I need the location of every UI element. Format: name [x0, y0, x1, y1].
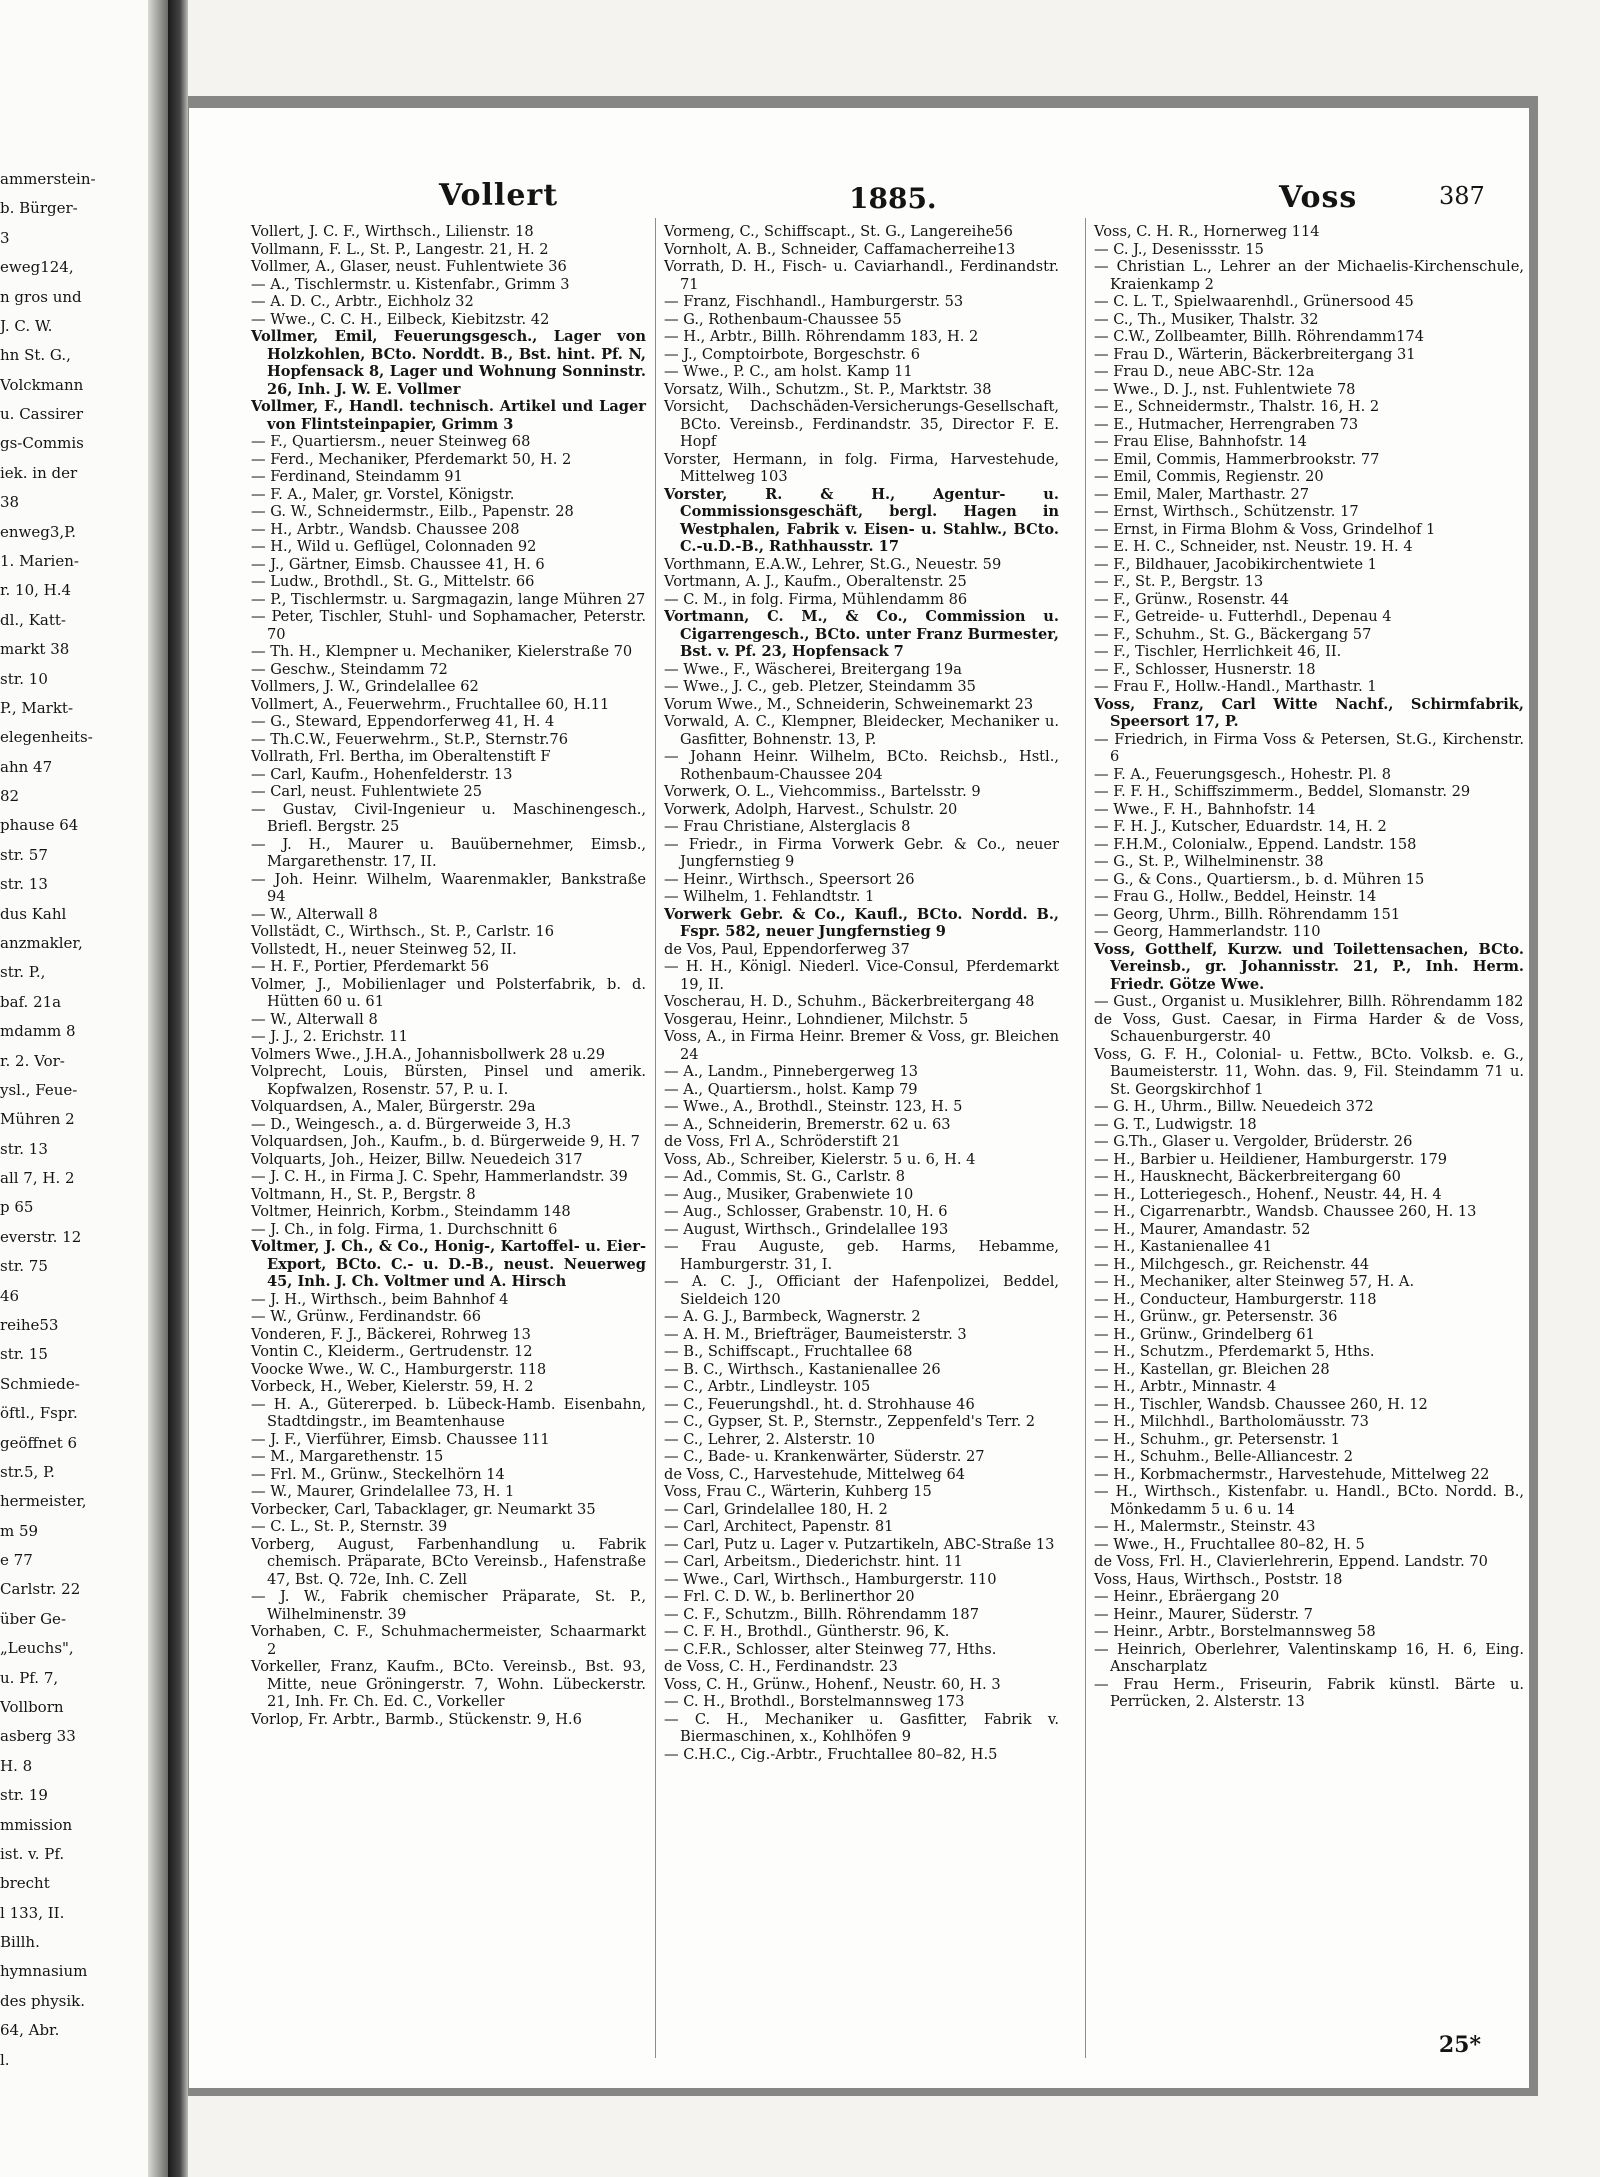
- left-fragment-line: r. 10, H.4: [0, 581, 72, 600]
- directory-entry: — G. W., Schneidermstr., Eilb., Papenstr. 28: [251, 503, 574, 520]
- directory-entry: Voltmer, J. Ch., & Co., Honig-, Kartoffel- u. Eier-Export, BCto. C.- u. D.-B., neust. Neuerweg 45, Inh. J. Ch. Voltmer und A. Hirsch: [251, 1238, 646, 1290]
- directory-entry: Vollstedt, H., neuer Steinweg 52, II.: [251, 940, 517, 958]
- directory-entry: — C. L., St. P., Sternstr. 39: [251, 1518, 448, 1535]
- directory-entry: Volmer, J., Mobilienlager und Polsterfabrik, b. d. Hütten 60 u. 61: [251, 975, 646, 1010]
- directory-entry: — H., Hausknecht, Bäckerbreitergang 60: [1094, 1168, 1401, 1185]
- directory-entry: — J. W., Fabrik chemischer Präparate, St. P., Wilhelminenstr. 39: [251, 1588, 646, 1623]
- directory-entry: — G., & Cons., Quartiersm., b. d. Mühren 15: [1094, 870, 1425, 888]
- left-fragment-line: P., Markt-: [0, 698, 74, 717]
- directory-entry: de Voss, C., Harvestehude, Mittelweg 64: [664, 1465, 966, 1483]
- directory-entry: — Gustav, Civil-Ingenieur u. Maschinengesch., Briefl. Bergstr. 25: [251, 800, 646, 835]
- directory-entry: — H., Conducteur, Hamburgerstr. 118: [1094, 1290, 1377, 1308]
- directory-entry: Vortmann, C. M., & Co., Commission u. Cigarrengesch., BCto. unter Franz Burmester, Bst. v. Pf. 23, Hopfensack 7: [664, 608, 1059, 660]
- left-page-fragment: [0, 0, 168, 2177]
- directory-entry: — Frau Christiane, Alsterglacis 8: [664, 818, 911, 835]
- left-fragment-line: str.5, P.: [0, 1462, 55, 1481]
- left-fragment-line: str. 10: [0, 669, 48, 688]
- directory-entry: — G., Steward, Eppendorferweg 41, H. 4: [251, 713, 555, 730]
- directory-entry: Vollmann, F. L., St. P., Langestr. 21, H. 2: [251, 240, 549, 258]
- directory-entry: — E., Hutmacher, Herrengraben 73: [1094, 415, 1359, 433]
- left-fragment-line: str. 19: [0, 1786, 48, 1805]
- directory-page: [188, 108, 1529, 2088]
- left-fragment-line: mdamm 8: [0, 1022, 76, 1041]
- directory-entry: — Th.C.W., Feuerwehrm., St.P., Sternstr.76: [251, 730, 568, 748]
- left-fragment-line: ammerstein-: [0, 170, 96, 188]
- directory-entry: Vorsatz, Wilh., Schutzm., St. P., Marktstr. 38: [664, 380, 992, 398]
- directory-entry: — F. A., Maler, gr. Vorstel, Königstr.: [251, 485, 515, 503]
- directory-entry: — Joh. Heinr. Wilhelm, Waarenmakler, Bankstraße 94: [251, 870, 646, 905]
- directory-entry: Vollstädt, C., Wirthsch., St. P., Carlstr. 16: [251, 923, 555, 940]
- directory-entry: Vollmer, Emil, Feuerungsgesch., Lager von Holzkohlen, BCto. Norddt. B., Bst. hint. Pf. N, Hopfensack 8, Lager und Wohnung Sonninstr. 26, Inh. J. W. E. Vollmer: [251, 328, 646, 398]
- left-fragment-line: str. P.,: [0, 963, 46, 982]
- left-fragment-line: mmission: [0, 1815, 73, 1834]
- directory-entry: Vorberg, August, Farbenhandlung u. Fabrik chemisch. Präparate, BCto Vereinsb., Hafenstraße 47, Bst. Q. 72e, Inh. C. Zell: [251, 1535, 646, 1588]
- directory-entry: — B., Schiffscapt., Fruchtallee 68: [664, 1343, 913, 1360]
- directory-entry: — Emil, Commis, Regienstr. 20: [1094, 468, 1324, 485]
- directory-entry: — J. C. H., in Firma J. C. Spehr, Hammerlandstr. 39: [251, 1168, 628, 1185]
- directory-entry: — Carl, neust. Fuhlentwiete 25: [251, 783, 483, 800]
- directory-entry: — Geschw., Steindamm 72: [251, 660, 448, 678]
- directory-entry: — C., Th., Musiker, Thalstr. 32: [1094, 310, 1319, 328]
- directory-entry: Vorbeck, H., Weber, Kielerstr. 59, H. 2: [251, 1378, 534, 1395]
- directory-entry: — Wwe., P. C., am holst. Kamp 11: [664, 363, 913, 380]
- left-fragment-line: 64, Abr.: [0, 2021, 60, 2040]
- directory-entry: Voltmer, Heinrich, Korbm., Steindamm 148: [251, 1203, 571, 1220]
- directory-entry: — H. F., Portier, Pferdemarkt 56: [251, 958, 490, 975]
- directory-entry: — Frl. M., Grünw., Steckelhörn 14: [251, 1465, 505, 1483]
- directory-entry: — Frau Elise, Bahnhofstr. 14: [1094, 433, 1307, 450]
- signature-mark: 25*: [1438, 2032, 1481, 2058]
- directory-entry: de Voss, Gust. Caesar, in Firma Harder & de Voss, Schauenburgerstr. 40: [1094, 1010, 1524, 1045]
- left-fragment-line: hermeister,: [0, 1492, 87, 1511]
- directory-entry: — Peter, Tischler, Stuhl- und Sophamacher, Peterstr. 70: [251, 608, 646, 643]
- directory-entry: — H., Tischler, Wandsb. Chaussee 260, H. 12: [1094, 1395, 1428, 1413]
- directory-entry: — Ferdinand, Steindamm 91: [251, 468, 463, 485]
- directory-entry: Voss, Ab., Schreiber, Kielerstr. 5 u. 6, H. 4: [664, 1150, 976, 1168]
- directory-entry: Vontin C., Kleiderm., Gertrudenstr. 12: [251, 1343, 533, 1360]
- directory-entry: Voss, C. H., Grünw., Hohenf., Neustr. 60, H. 3: [664, 1675, 1001, 1693]
- directory-entry: — A., Quartiersm., holst. Kamp 79: [664, 1080, 918, 1098]
- directory-entry: — H., Arbtr., Wandsb. Chaussee 208: [251, 520, 520, 538]
- directory-entry: Vormeng, C., Schiffscapt., St. G., Langereihe56: [664, 223, 1013, 240]
- left-fragment-line: b. Bürger-: [0, 199, 78, 218]
- left-fragment-line: Carlstr. 22: [0, 1580, 81, 1599]
- directory-entry: — C. F., Schutzm., Billh. Röhrendamm 187: [664, 1605, 980, 1623]
- directory-entry: Volquardsen, A., Maler, Bürgerstr. 29a: [251, 1098, 536, 1115]
- left-fragment-line: hn St. G.,: [0, 346, 71, 365]
- page-number: 387: [1439, 182, 1485, 210]
- directory-entry: Vollert, J. C. F., Wirthsch., Lilienstr. 18: [251, 223, 534, 240]
- directory-entry: — Wwe., F., Wäscherei, Breitergang 19a: [664, 660, 962, 678]
- left-fragment-line: hymnasium: [0, 1962, 88, 1981]
- directory-entry: — C.H.C., Cig.-Arbtr., Fruchtallee 80–82, H.5: [664, 1745, 998, 1763]
- directory-entry: — H., Lotteriegesch., Hohenf., Neustr. 44, H. 4: [1094, 1185, 1442, 1203]
- directory-entry: — H., Schutzm., Pferdemarkt 5, Hths.: [1094, 1343, 1375, 1360]
- directory-entry: — C. F. H., Brothdl., Güntherstr. 96, K.: [664, 1623, 950, 1640]
- directory-entry: — H., Mechaniker, alter Steinweg 57, H. A.: [1094, 1273, 1415, 1290]
- directory-entry: — J. J., 2. Erichstr. 11: [251, 1028, 408, 1045]
- directory-entry: Vollmert, A., Feuerwehrm., Fruchtallee 60, H.11: [251, 695, 610, 713]
- directory-entry: Volprecht, Louis, Bürsten, Pinsel und amerik. Kopfwalzen, Rosenstr. 57, P. u. I.: [251, 1063, 646, 1098]
- directory-entry: — Georg, Hammerlandstr. 110: [1094, 923, 1321, 940]
- directory-entry: Vorrath, D. H., Fisch- u. Caviarhandl., Ferdinandstr. 71: [664, 258, 1059, 293]
- left-fragment-line: H. 8: [0, 1756, 33, 1775]
- directory-entry: — F.H.M., Colonialw., Eppend. Landstr. 158: [1094, 835, 1417, 853]
- left-fragment-line: everstr. 12: [0, 1227, 82, 1246]
- left-fragment-line: brecht: [0, 1874, 50, 1893]
- directory-entry: — H., Cigarrenarbtr., Wandsb. Chaussee 260, H. 13: [1094, 1203, 1477, 1220]
- left-fragment-line: p 65: [0, 1198, 34, 1217]
- left-fragment-line: geöffnet 6: [0, 1433, 78, 1452]
- left-fragment-line: l.: [0, 2050, 10, 2069]
- directory-entry: — J. H., Maurer u. Bauübernehmer, Eimsb., Margarethenstr. 17, II.: [251, 835, 646, 870]
- left-fragment-line: baf. 21a: [0, 992, 62, 1011]
- directory-entry: — C., Lehrer, 2. Alsterstr. 10: [664, 1430, 876, 1448]
- directory-entry: — Wilhelm, 1. Fehlandtstr. 1: [664, 888, 875, 905]
- directory-entry: — Gust., Organist u. Musiklehrer, Billh. Röhrendamm 182: [1094, 993, 1524, 1010]
- left-fragment-line: str. 75: [0, 1257, 48, 1276]
- directory-entry: — H., Wirthsch., Kistenfabr. u. Handl., BCto. Nordd. B., Mönkedamm 5 u. 6 u. 14: [1094, 1483, 1524, 1518]
- left-fragment-line: ist. v. Pf.: [0, 1844, 65, 1863]
- directory-entry: — D., Weingesch., a. d. Bürgerweide 3, H.3: [251, 1115, 572, 1133]
- directory-entry: — C. H., Mechaniker u. Gasfitter, Fabrik v. Biermaschinen, x., Kohlhöfen 9: [664, 1710, 1059, 1745]
- directory-entry: — Ludw., Brothdl., St. G., Mittelstr. 66: [251, 573, 535, 590]
- directory-entry: — A., Schneiderin, Bremerstr. 62 u. 63: [664, 1115, 951, 1133]
- directory-entry: Voss, G. F. H., Colonial- u. Fettw., BCto. Volksb. e. G., Baumeisterstr. 11, Wohn. das. 9, Fil. Steindamm 71 u. St. Georgskirchhof 1: [1094, 1045, 1524, 1098]
- directory-entry: Voocke Wwe., W. C., Hamburgerstr. 118: [251, 1360, 547, 1378]
- directory-entry: — C., Feuerungshdl., ht. d. Strohhause 46: [664, 1395, 975, 1413]
- left-fragment-line: ahn 47: [0, 757, 53, 776]
- page-shadow: [148, 0, 168, 2177]
- directory-entry: — Carl, Grindelallee 180, H. 2: [664, 1500, 888, 1518]
- directory-entry: — W., Alterwall 8: [251, 1010, 378, 1028]
- directory-entry: — F., Schlosser, Husnerstr. 18: [1094, 660, 1316, 678]
- directory-entry: — F., Schuhm., St. G., Bäckergang 57: [1094, 625, 1372, 643]
- directory-entry: Voss, Haus, Wirthsch., Poststr. 18: [1094, 1570, 1343, 1588]
- directory-entry: — Frau D., neue ABC-Str. 12a: [1094, 363, 1315, 380]
- directory-entry: — C. J., Desenissstr. 15: [1094, 240, 1264, 258]
- directory-entry: — H., Arbtr., Billh. Röhrendamm 183, H. 2: [664, 328, 979, 345]
- directory-entry: — Wwe., A., Brothdl., Steinstr. 123, H. 5: [664, 1098, 963, 1115]
- directory-entry: Vollmer, A., Glaser, neust. Fuhlentwiete 36: [251, 258, 567, 275]
- left-fragment-line: elegenheits-: [0, 728, 93, 747]
- left-fragment-line: l 133, II.: [0, 1903, 65, 1922]
- directory-entry: — Ernst, Wirthsch., Schützenstr. 17: [1094, 503, 1359, 520]
- page-header: [189, 178, 1529, 218]
- directory-entry: Vortmann, A. J., Kaufm., Oberaltenstr. 25: [664, 573, 967, 590]
- directory-entry: — E., Schneidermstr., Thalstr. 16, H. 2: [1094, 398, 1380, 415]
- directory-entry: Vorkeller, Franz, Kaufm., BCto. Vereinsb., Bst. 93, Mitte, neue Gröningerstr. 7, Wohn. Lübeckerstr. 21, Inh. Fr. Ch. Ed. C., Vorkeller: [251, 1658, 646, 1710]
- directory-entry: Voss, Frau C., Wärterin, Kuhberg 15: [664, 1483, 932, 1500]
- directory-entry: — H., Milchgesch., gr. Reichenstr. 44: [1094, 1255, 1370, 1273]
- directory-entry: — Emil, Commis, Hammerbrookstr. 77: [1094, 450, 1380, 468]
- directory-entry: Vollmers, J. W., Grindelallee 62: [251, 678, 479, 695]
- left-fragment-line: 3: [0, 228, 10, 247]
- left-fragment-line: J. C. W.: [0, 316, 53, 335]
- directory-entry: Vorsicht, Dachschäden-Versicherungs-Gesellschaft, BCto. Vereinsb., Ferdinandstr. 35, Director F. E. Hopf: [664, 398, 1059, 450]
- directory-entry: — Ernst, in Firma Blohm & Voss, Grindelhof 1: [1094, 520, 1436, 538]
- directory-entry: — A. H. M., Briefträger, Baumeisterstr. 3: [664, 1325, 967, 1343]
- directory-entry: — C., Bade- u. Krankenwärter, Süderstr. 27: [664, 1448, 985, 1465]
- left-fragment-line: u. Cassirer: [0, 405, 84, 424]
- directory-entry: Voscherau, H. D., Schuhm., Bäckerbreitergang 48: [664, 993, 1035, 1010]
- directory-entry: — Aug., Musiker, Grabenwiete 10: [664, 1185, 914, 1203]
- left-fragment-line: markt 38: [0, 640, 70, 659]
- left-fragment-line: e 77: [0, 1551, 33, 1570]
- left-fragment-line: asberg 33: [0, 1727, 76, 1746]
- left-fragment-line: Schmiede-: [0, 1374, 80, 1393]
- column-rule: [1085, 218, 1086, 2058]
- directory-entry: Vorwald, A. C., Klempner, Bleidecker, Mechaniker u. Gasfitter, Bohnenstr. 13, P.: [664, 713, 1059, 748]
- left-fragment-line: ysl., Feue-: [0, 1080, 78, 1099]
- directory-entry: Volquarts, Joh., Heizer, Billw. Neuedeich 317: [251, 1150, 583, 1168]
- left-fragment-line: des physik.: [0, 1991, 86, 2010]
- directory-entry: — C. H., Brothdl., Borstelmannsweg 173: [664, 1693, 965, 1710]
- directory-entry: — W., Alterwall 8: [251, 905, 378, 923]
- directory-entry: de Voss, Frl. H., Clavierlehrerin, Eppend. Landstr. 70: [1094, 1553, 1488, 1570]
- directory-entry: — A. G. J., Barmbeck, Wagnerstr. 2: [664, 1308, 921, 1325]
- left-fragment-line: „Leuchs",: [0, 1639, 74, 1658]
- book-gutter: [168, 0, 188, 2177]
- left-fragment-line: Mühren 2: [0, 1110, 75, 1129]
- left-fragment-line: 38: [0, 493, 20, 512]
- directory-entry: — J. F., Vierführer, Eimsb. Chaussee 111: [251, 1430, 550, 1448]
- directory-entry: — G. H., Uhrm., Billw. Neuedeich 372: [1094, 1098, 1374, 1115]
- directory-entry: Vorlop, Fr. Arbtr., Barmb., Stückenstr. 9, H.6: [251, 1710, 582, 1728]
- directory-entry: — Friedr., in Firma Vorwerk Gebr. & Co., neuer Jungfernstieg 9: [664, 835, 1059, 870]
- directory-entry: Voss, A., in Firma Heinr. Bremer & Voss, gr. Bleichen 24: [664, 1028, 1059, 1063]
- directory-entry: — H., Kastanienallee 41: [1094, 1238, 1273, 1255]
- left-fragment-line: all 7, H. 2: [0, 1169, 75, 1188]
- left-fragment-line: r. 2. Vor-: [0, 1051, 65, 1070]
- directory-entry: Volquardsen, Joh., Kaufm., b. d. Bürgerweide 9, H. 7: [251, 1133, 640, 1150]
- directory-entry: — C., Gypser, St. P., Sternstr., Zeppenfeld's Terr. 2: [664, 1413, 1036, 1430]
- directory-entry: Voss, Franz, Carl Witte Nachf., Schirmfabrik, Speersort 17, P.: [1094, 695, 1524, 730]
- directory-entry: — W., Maurer, Grindelallee 73, H. 1: [251, 1483, 515, 1500]
- page-year: 1885.: [849, 182, 937, 215]
- directory-entry: de Voss, Frl A., Schröderstift 21: [664, 1133, 901, 1150]
- left-fragment-line: str. 13: [0, 1139, 48, 1158]
- directory-entry: — Frau D., Wärterin, Bäckerbreitergang 31: [1094, 345, 1416, 363]
- directory-entry: — C. M., in folg. Firma, Mühlendamm 86: [664, 590, 968, 608]
- left-fragment-line: dus Kahl: [0, 904, 67, 923]
- directory-entry: — Christian L., Lehrer an der Michaelis-Kirchenschule, Kraienkamp 2: [1094, 258, 1524, 293]
- directory-entry: — F., Grünw., Rosenstr. 44: [1094, 590, 1289, 608]
- column-rule: [655, 218, 656, 2058]
- left-fragment-line: phause 64: [0, 816, 79, 835]
- directory-entry: Vollmer, F., Handl. technisch. Artikel und Lager von Flintsteinpapier, Grimm 3: [251, 398, 646, 433]
- directory-entry: — Wwe., Carl, Wirthsch., Hamburgerstr. 110: [664, 1570, 997, 1588]
- directory-entry: — H., Malermstr., Steinstr. 43: [1094, 1518, 1316, 1535]
- directory-entry: — Georg, Uhrm., Billh. Röhrendamm 151: [1094, 905, 1401, 923]
- directory-entry: — G. T., Ludwigstr. 18: [1094, 1115, 1257, 1133]
- directory-entry: Volmers Wwe., J.H.A., Johannisbollwerk 28 u.29: [251, 1045, 606, 1063]
- left-fragment-line: über Ge-: [0, 1609, 67, 1628]
- directory-entry: — H., Milchhdl., Bartholomäusstr. 73: [1094, 1413, 1369, 1430]
- directory-entry: — H., Schuhm., gr. Petersenstr. 1: [1094, 1430, 1341, 1448]
- directory-entry: — J., Comptoirbote, Borgeschstr. 6: [664, 345, 921, 363]
- directory-entry: — Wwe., F. H., Bahnhofstr. 14: [1094, 800, 1316, 818]
- left-fragment-line: n gros und: [0, 287, 82, 306]
- directory-entry: — Wwe., H., Fruchtallee 80–82, H. 5: [1094, 1535, 1365, 1553]
- directory-entry: — H., Korbmachermstr., Harvestehude, Mittelweg 22: [1094, 1465, 1490, 1483]
- directory-entry: — F., Tischler, Herrlichkeit 46, II.: [1094, 643, 1342, 660]
- directory-entry: Vosgerau, Heinr., Lohndiener, Milchstr. 5: [664, 1010, 969, 1028]
- left-fragment-line: 82: [0, 787, 20, 806]
- directory-entry: — H., Maurer, Amandastr. 52: [1094, 1220, 1311, 1238]
- left-fragment-line: iek. in der: [0, 463, 78, 482]
- directory-entry: — M., Margarethenstr. 15: [251, 1448, 444, 1465]
- directory-entry: — H., Arbtr., Minnastr. 4: [1094, 1378, 1277, 1395]
- directory-entry: — Wwe., C. C. H., Eilbeck, Kiebitzstr. 42: [251, 310, 550, 328]
- directory-entry: — C. L. T., Spielwaarenhdl., Grünersood 45: [1094, 293, 1414, 310]
- directory-entry: Vorum Wwe., M., Schneiderin, Schweinemarkt 23: [664, 695, 1034, 713]
- left-fragment-line: eweg124,: [0, 258, 74, 277]
- directory-entry: — C., Arbtr., Lindleystr. 105: [664, 1378, 871, 1395]
- directory-entry: Vollrath, Frl. Bertha, im Oberaltenstift F: [251, 748, 551, 765]
- directory-entry: — Johann Heinr. Wilhelm, BCto. Reichsb., Hstl., Rothenbaum-Chaussee 204: [664, 748, 1059, 783]
- directory-entry: Vornholt, A. B., Schneider, Caffamacherreihe13: [664, 240, 1016, 258]
- directory-entry: — Franz, Fischhandl., Hamburgerstr. 53: [664, 293, 964, 310]
- directory-entry: — Frau Auguste, geb. Harms, Hebamme, Hamburgerstr. 31, I.: [664, 1238, 1059, 1273]
- directory-entry: Vorwerk, O. L., Viehcommiss., Bartelsstr. 9: [664, 783, 981, 800]
- directory-entry: — Wwe., J. C., geb. Pletzer, Steindamm 35: [664, 678, 976, 695]
- directory-entry: — A. D. C., Arbtr., Eichholz 32: [251, 293, 474, 310]
- directory-entry: Voss, Gotthelf, Kurzw. und Toilettensachen, BCto. Vereinsb., gr. Johannisstr. 21, P., Inh. Herm. Friedr. Götze Wwe.: [1094, 940, 1524, 993]
- directory-entry: Vorbecker, Carl, Tabacklager, gr. Neumarkt 35: [251, 1500, 596, 1518]
- directory-entry: Vorster, R. & H., Agentur- u. Commissionsgeschäft, bergl. Hagen in Westphalen, Fabrik v. Eisen- u. Stahlw., BCto. C.-u.D.-B., Rathhausstr. 17: [664, 485, 1059, 555]
- left-catchword: Vollert: [439, 178, 559, 213]
- directory-entry: — Frau G., Hollw., Beddel, Heinstr. 14: [1094, 888, 1377, 905]
- directory-entry: Voss, C. H. R., Hornerweg 114: [1094, 223, 1320, 240]
- directory-entry: — J. Ch., in folg. Firma, 1. Durchschnitt 6: [251, 1220, 558, 1238]
- left-fragment-line: Billh.: [0, 1933, 40, 1952]
- directory-entry: — A., Landm., Pinnebergerweg 13: [664, 1063, 919, 1080]
- directory-entry: — Heinr., Ebräergang 20: [1094, 1588, 1280, 1605]
- directory-entry: — H., Grünw., Grindelberg 61: [1094, 1325, 1315, 1343]
- directory-entry: — Heinr., Maurer, Süderstr. 7: [1094, 1605, 1313, 1623]
- directory-entry: — F. H. J., Kutscher, Eduardstr. 14, H. 2: [1094, 818, 1387, 835]
- directory-entry: — Carl, Putz u. Lager v. Putzartikeln, ABC-Straße 13: [664, 1535, 1055, 1553]
- directory-entry: — H. A., Gütererped. b. Lübeck-Hamb. Eisenbahn, Stadtdingstr., im Beamtenhause: [251, 1395, 646, 1430]
- directory-entry: — F., Bildhauer, Jacobikirchentwiete 1: [1094, 555, 1377, 573]
- directory-entry: Vorwerk, Adolph, Harvest., Schulstr. 20: [664, 800, 958, 818]
- directory-entry: — P., Tischlermstr. u. Sargmagazin, lange Mühren 27: [251, 590, 646, 608]
- left-fragment-line: str. 13: [0, 875, 48, 894]
- directory-entry: — H. H., Königl. Niederl. Vice-Consul, Pferdemarkt 19, II.: [664, 958, 1059, 993]
- directory-entry: — H., Barbier u. Heildiener, Hamburgerstr. 179: [1094, 1150, 1448, 1168]
- left-fragment-line: reihe53: [0, 1316, 59, 1334]
- directory-entry: — A. C. J., Officiant der Hafenpolizei, Beddel, Sieldeich 120: [664, 1273, 1059, 1308]
- left-fragment-line: gs-Commis: [0, 434, 84, 453]
- directory-entry: — W., Grünw., Ferdinandstr. 66: [251, 1308, 482, 1325]
- left-fragment-line: Volckmann: [0, 375, 84, 394]
- left-fragment-line: öftl., Fspr.: [0, 1404, 78, 1423]
- directory-entry: Vorhaben, C. F., Schuhmachermeister, Schaarmarkt 2: [251, 1623, 646, 1658]
- directory-entry: — G.Th., Glaser u. Vergolder, Brüderstr. 26: [1094, 1133, 1413, 1150]
- left-fragment-line: enweg3,P.: [0, 522, 76, 541]
- directory-entry: — Ferd., Mechaniker, Pferdemarkt 50, H. 2: [251, 450, 572, 468]
- directory-entry: — G., Rothenbaum-Chaussee 55: [664, 310, 902, 328]
- column-middle: [664, 223, 1059, 1763]
- directory-entry: — Frau Herm., Friseurin, Fabrik künstl. Bärte u. Perrücken, 2. Alsterstr. 13: [1094, 1675, 1524, 1710]
- left-fragment-line: dl., Katt-: [0, 610, 66, 629]
- directory-entry: — H., Grünw., gr. Petersenstr. 36: [1094, 1308, 1338, 1325]
- directory-entry: — F., Getreide- u. Futterhdl., Depenau 4: [1094, 608, 1392, 625]
- directory-entry: — B. C., Wirthsch., Kastanienallee 26: [664, 1360, 941, 1378]
- directory-entry: — F., Quartiersm., neuer Steinweg 68: [251, 433, 531, 450]
- directory-entry: — F. F. H., Schiffszimmerm., Beddel, Slomanstr. 29: [1094, 783, 1471, 800]
- directory-entry: — Frau F., Hollw.-Handl., Marthastr. 1: [1094, 678, 1377, 695]
- directory-entry: — H., Wild u. Geflügel, Colonnaden 92: [251, 538, 537, 555]
- left-fragment-line: Vollborn: [0, 1698, 64, 1716]
- directory-entry: — Carl, Arbeitsm., Diederichstr. hint. 11: [664, 1553, 963, 1570]
- directory-entry: — J. H., Wirthsch., beim Bahnhof 4: [251, 1290, 509, 1308]
- directory-entry: Vorster, Hermann, in folg. Firma, Harvestehude, Mittelweg 103: [664, 450, 1059, 485]
- left-fragment-line: u. Pf. 7,: [0, 1668, 59, 1687]
- directory-entry: — Heinr., Arbtr., Borstelmannsweg 58: [1094, 1623, 1376, 1640]
- directory-entry: — A., Tischlermstr. u. Kistenfabr., Grimm 3: [251, 275, 570, 293]
- directory-entry: — Heinrich, Oberlehrer, Valentinskamp 16, H. 6, Eing. Anscharplatz: [1094, 1640, 1524, 1675]
- left-fragment-line: anzmakler,: [0, 934, 83, 952]
- directory-entry: Vorthmann, E.A.W., Lehrer, St.G., Neuestr. 59: [664, 555, 1002, 573]
- directory-entry: — Heinr., Wirthsch., Speersort 26: [664, 870, 915, 888]
- directory-entry: Vorwerk Gebr. & Co., Kaufl., BCto. Nordd. B., Fspr. 582, neuer Jungfernstieg 9: [664, 905, 1059, 940]
- directory-entry: — Friedrich, in Firma Voss & Petersen, St.G., Kirchenstr. 6: [1094, 730, 1524, 765]
- directory-entry: — Carl, Architect, Papenstr. 81: [664, 1518, 894, 1535]
- directory-entry: — J., Gärtner, Eimsb. Chaussee 41, H. 6: [251, 555, 545, 573]
- directory-entry: — Frl. C. D. W., b. Berlinerthor 20: [664, 1588, 915, 1605]
- left-fragment-line: 1. Marien-: [0, 552, 79, 570]
- directory-entry: de Voss, C. H., Ferdinandstr. 23: [664, 1658, 898, 1675]
- directory-entry: — C.F.R., Schlosser, alter Steinweg 77, Hths.: [664, 1640, 997, 1658]
- directory-entry: — August, Wirthsch., Grindelallee 193: [664, 1220, 949, 1238]
- directory-entry: — F., St. P., Bergstr. 13: [1094, 573, 1264, 590]
- column-right: [1094, 223, 1524, 1711]
- directory-entry: — Th. H., Klempner u. Mechaniker, Kielerstraße 70: [251, 643, 633, 660]
- directory-entry: Voltmann, H., St. P., Bergstr. 8: [251, 1185, 476, 1203]
- left-fragment-line: str. 57: [0, 845, 48, 864]
- directory-entry: — C.W., Zollbeamter, Billh. Röhrendamm174: [1094, 328, 1424, 345]
- directory-entry: — G., St. P., Wilhelminenstr. 38: [1094, 853, 1324, 870]
- left-fragment-line: str. 15: [0, 1345, 48, 1364]
- directory-entry: — H., Kastellan, gr. Bleichen 28: [1094, 1360, 1330, 1378]
- directory-entry: — Ad., Commis, St. G., Carlstr. 8: [664, 1168, 906, 1185]
- left-fragment-line: m 59: [0, 1521, 39, 1540]
- directory-entry: — Emil, Maler, Marthastr. 27: [1094, 485, 1310, 503]
- directory-entry: — F. A., Feuerungsgesch., Hohestr. Pl. 8: [1094, 765, 1391, 783]
- directory-entry: — E. H. C., Schneider, nst. Neustr. 19. H. 4: [1094, 538, 1413, 555]
- directory-entry: — H., Schuhm., Belle-Alliancestr. 2: [1094, 1448, 1354, 1465]
- directory-entry: — Wwe., D. J., nst. Fuhlentwiete 78: [1094, 380, 1356, 398]
- right-catchword: Voss: [1279, 180, 1358, 215]
- directory-entry: Vonderen, F. J., Bäckerei, Rohrweg 13: [251, 1325, 531, 1343]
- directory-entry: — Carl, Kaufm., Hohenfelderstr. 13: [251, 765, 513, 783]
- directory-entry: — Aug., Schlosser, Grabenstr. 10, H. 6: [664, 1203, 948, 1220]
- directory-entry: de Vos, Paul, Eppendorferweg 37: [664, 940, 910, 958]
- left-fragment-line: 46: [0, 1286, 20, 1305]
- column-left: [251, 223, 646, 1728]
